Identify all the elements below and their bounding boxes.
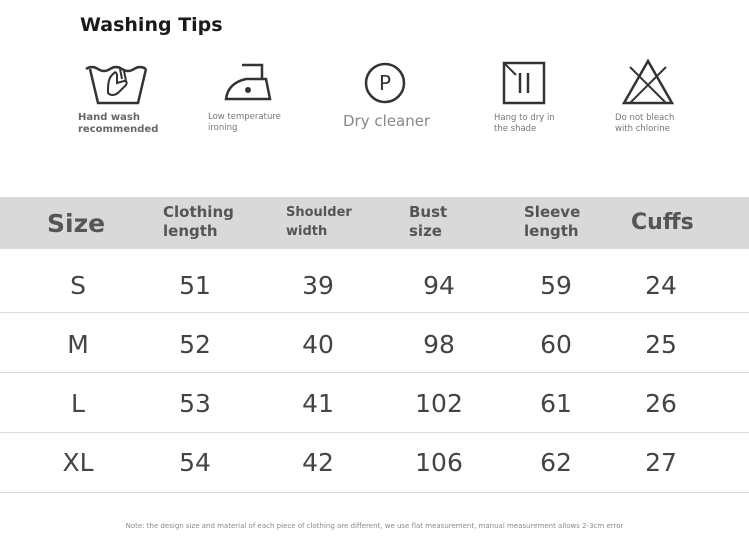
cell-size: S	[70, 271, 86, 300]
cell-bust-size: 102	[415, 389, 463, 418]
size-table-header	[0, 197, 749, 249]
cell-size: M	[67, 330, 89, 359]
care-label: Hand wash recommended	[78, 112, 159, 135]
cell-sleeve-length: 61	[540, 389, 572, 418]
cell-bust-size: 98	[423, 330, 455, 359]
care-label: Dry cleaner	[343, 112, 431, 130]
cell-clothing-length: 52	[179, 330, 211, 359]
cell-clothing-length: 51	[179, 271, 211, 300]
cell-cuffs: 27	[645, 448, 677, 477]
care-instructions	[0, 55, 749, 165]
table-row	[0, 433, 749, 492]
measurement-note: Note: the design size and material of each piece of clothing are different, we use flat measurement, manual measurement allows 2-3cm error	[125, 522, 624, 530]
no-bleach-icon	[620, 57, 680, 109]
low-temperature-iron-icon	[218, 57, 278, 109]
cell-size: XL	[62, 448, 94, 477]
hang-dry-shade-icon	[500, 59, 550, 109]
washing-tips-title: Washing Tips	[80, 14, 223, 36]
care-label: Do not bleach with chlorine	[615, 113, 675, 134]
cell-size: L	[71, 389, 85, 418]
header-shoulder-width: Shoulder width	[286, 205, 352, 239]
row-divider	[0, 312, 749, 313]
svg-text:P: P	[378, 71, 392, 95]
cell-shoulder-width: 40	[302, 330, 334, 359]
cell-sleeve-length: 60	[540, 330, 572, 359]
table-row	[0, 374, 749, 433]
cell-clothing-length: 54	[179, 448, 211, 477]
care-label: Hang to dry in the shade	[494, 113, 555, 134]
table-row	[0, 256, 749, 315]
header-clothing-length: Clothing length	[163, 203, 234, 240]
table-row	[0, 315, 749, 374]
cell-bust-size: 94	[423, 271, 455, 300]
cell-bust-size: 106	[415, 448, 463, 477]
cell-sleeve-length: 59	[540, 271, 572, 300]
cell-clothing-length: 53	[179, 389, 211, 418]
cell-shoulder-width: 39	[302, 271, 334, 300]
cell-cuffs: 26	[645, 389, 677, 418]
cell-cuffs: 25	[645, 330, 677, 359]
row-divider	[0, 372, 749, 373]
care-label: Low temperature ironing	[208, 112, 281, 133]
header-cuffs: Cuffs	[631, 210, 694, 235]
cell-sleeve-length: 62	[540, 448, 572, 477]
cell-shoulder-width: 42	[302, 448, 334, 477]
dry-clean-icon	[361, 59, 411, 109]
hand-wash-icon	[84, 59, 154, 111]
header-sleeve-length: Sleeve length	[524, 203, 581, 240]
cell-shoulder-width: 41	[302, 389, 334, 418]
header-size: Size	[47, 209, 106, 238]
header-bust-size: Bust size	[409, 203, 448, 240]
row-divider	[0, 492, 749, 493]
cell-cuffs: 24	[645, 271, 677, 300]
